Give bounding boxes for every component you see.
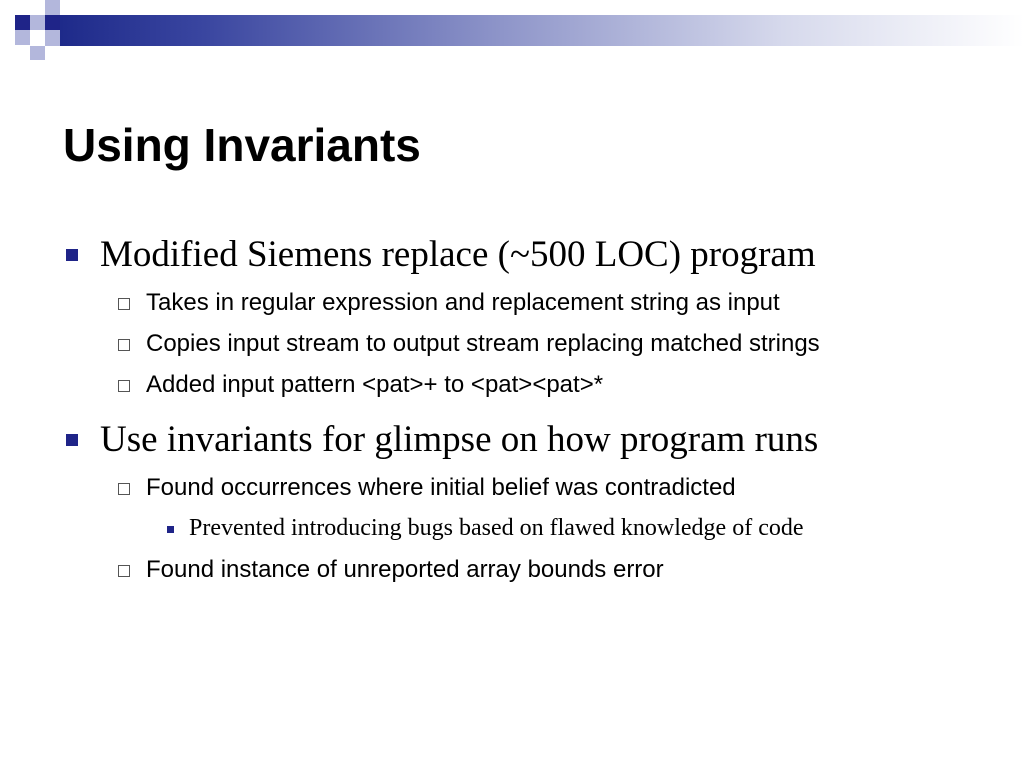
bullet-level1: Use invariants for glimpse on how program runs [100,419,819,460]
bullet-small-square-icon [167,526,174,533]
header-square-decoration [45,15,60,30]
bullet-square-icon [66,434,78,446]
bullet-hollow-square-icon [118,298,130,310]
header-square-decoration [30,15,45,30]
header-square-decoration [30,46,45,60]
bullet-hollow-square-icon [118,483,130,495]
bullet-level2: Added input pattern <pat>+ to <pat><pat>* [146,371,604,398]
slide-title: Using Invariants [63,119,421,171]
bullet-square-icon [66,249,78,261]
bullet-level1: Modified Siemens replace (~500 LOC) program [100,234,816,275]
header-square-decoration [15,30,30,45]
header-square-decoration [45,0,60,15]
bullet-level3: Prevented introducing bugs based on flawed knowledge of code [189,515,804,541]
bullet-level2: Takes in regular expression and replacement string as input [146,289,780,316]
bullet-hollow-square-icon [118,380,130,392]
bullet-level2: Copies input stream to output stream replacing matched strings [146,330,820,357]
bullet-hollow-square-icon [118,565,130,577]
header-gradient-bar [60,15,1024,46]
bullet-level2: Found occurrences where initial belief was contradicted [146,474,736,501]
header-square-decoration [45,30,60,46]
bullet-hollow-square-icon [118,339,130,351]
bullet-level2: Found instance of unreported array bounds error [146,556,664,583]
header-square-decoration [15,15,30,30]
